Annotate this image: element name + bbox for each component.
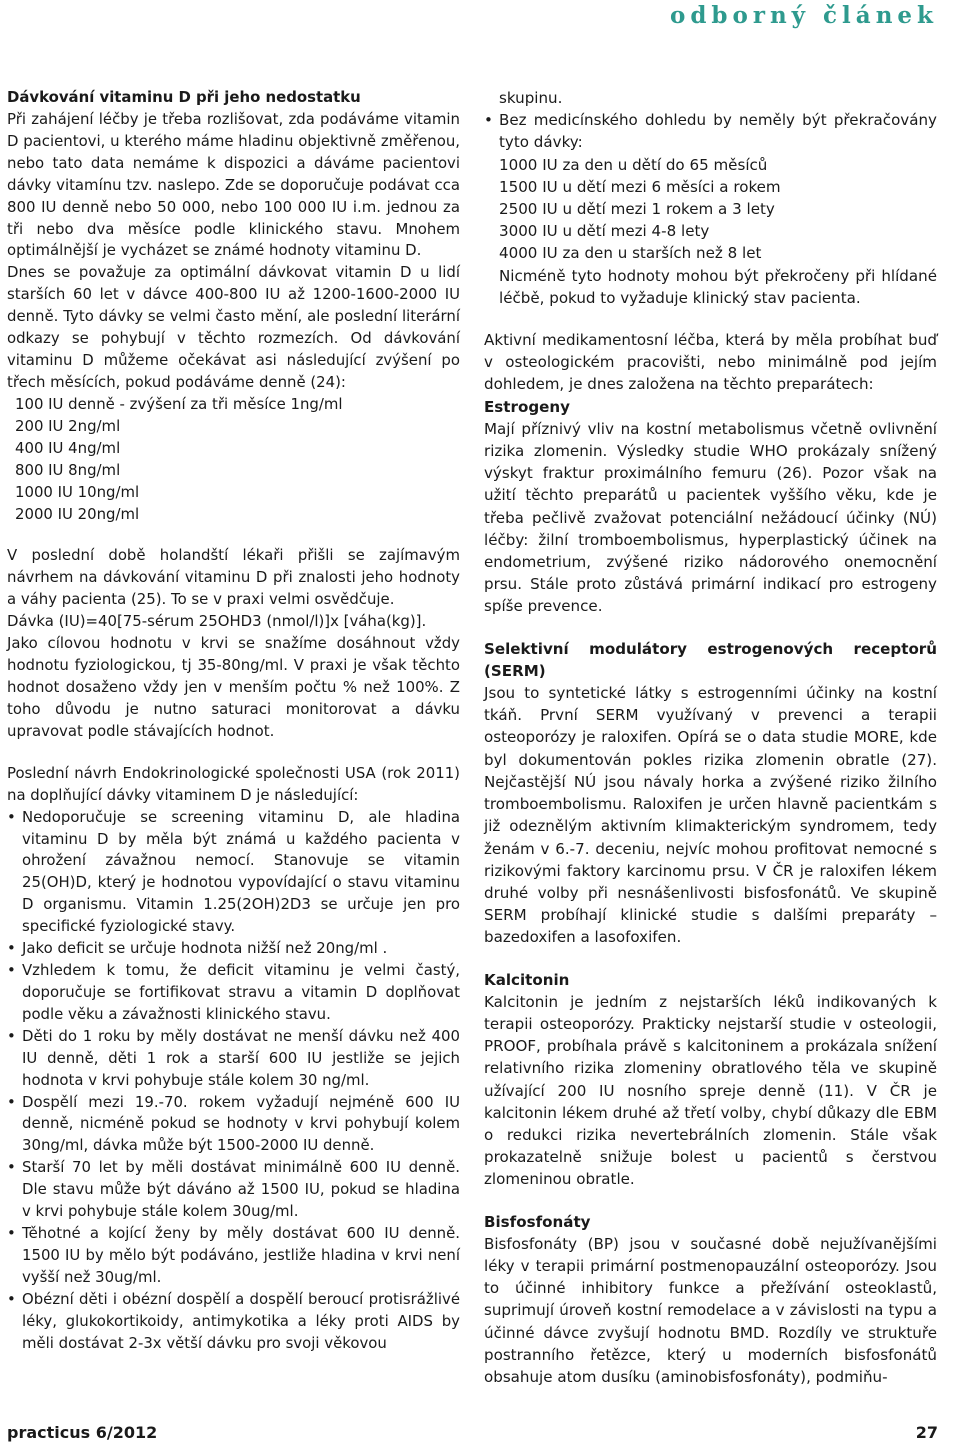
dose-item: 100 IU denně - zvýšení za tři měsíce 1ng/ml bbox=[15, 394, 343, 413]
left-column bbox=[7, 87, 460, 1355]
age-limit-item: 1500 IU u dětí mezi 6 měsíci a rokem bbox=[499, 177, 781, 196]
recommendation-list bbox=[7, 807, 460, 1355]
age-limit-item: 2500 IU u dětí mezi 1 rokem a 3 lety bbox=[499, 200, 775, 219]
list-item: • Těhotné a kojící ženy by měly dostávat 600 IU denně. 1500 IU by mělo být podáváno, jestliže hladina v krvi není vyšší než 30ug/ml. bbox=[7, 1223, 460, 1289]
paragraph: Jsou to syntetické látky s estrogenními účinky na kostní tkáň. První SERM využívaný v prevenci a terapii osteoporózy je raloxifen. Opírá se o data studie MORE, kde byl dokumentován pokles rizika zlomenin obratle (27). Nejčastější NÚ jsou návaly horka a zvýšené riziko žilního tromboembolismu. Raloxifen je určen hlavně pacientkám s již odeznělým aktivním klimakterickým syndromem, tedy ženám v 6.-7. deceniu, nejvíc mohou profitovat nemocné s rizikovými faktory karcinomu prsu. V ČR je raloxifen lékem druhé volby při nesnášenlivosti bisfosfonátů. Ve skupině SERM probíhají klinické studie s dalšími preparáty – bazedoxifen a lasofoxifen. bbox=[484, 684, 937, 947]
section-label: odborný článek bbox=[670, 2, 938, 29]
paragraph: Kalcitonin je jedním z nejstarších léků indikovaných k terapii osteoporózy. Prakticky nejstarší studie v osteologii, PROOF, probíhala právě s kalcitoninem a prokázala snížení relativního rizika zlomeniny obratlového těla ve skupině užívající 200 IU nosního spreje denně (11). V ČR je kalcitonin lékem druhé až třetí volby, chybí důkazy dle EBM o redukci rizika nevertebrálních zlomenin. Stále však prokazatelně snižuje bolest u pacientů s čerstvou zlomeninou obratle. bbox=[484, 992, 937, 1189]
paragraph: Aktivní medikamentosní léčba, která by měla probíhat buď v osteologickém pracovišti, nebo minimálně pod jejím dohledem, je dnes založena na těchto preparátech: bbox=[484, 331, 937, 394]
heading-calcitonin: Kalcitonin bbox=[484, 970, 570, 989]
right-column bbox=[484, 87, 937, 1388]
list-item: • Dospělí mezi 19.-70. rokem vyžadují nejméně 600 IU denně, nicméně pokud se hodnoty v krvi pohybují kolem 30ng/ml, dávka může být 1500-2000 IU denně. bbox=[7, 1092, 460, 1158]
dose-item: 400 IU 4ng/ml bbox=[15, 438, 121, 457]
age-limit-item: 3000 IU u dětí mezi 4-8 lety bbox=[499, 222, 710, 241]
age-limit-item: 1000 IU za den u dětí do 65 měsíců bbox=[499, 155, 768, 174]
dose-item: 2000 IU 20ng/ml bbox=[15, 504, 140, 523]
paragraph: Mají příznivý vliv na kostní metabolismus včetně ovlivnění rizika zlomenin. Výsledky studie WHO prokázaly snížený výskyt fraktur proximálního femuru (26). Pozor však na užití těchto preparátů u pacientek vyššího věku, kde je třeba pečlivě zvažovat potenciální nežádoucí účinky (NÚ) léčby: žilní tromboembolismus, hyperplastický účinek na endometrium, zvýšené riziko nádorového onemocnění prsu. Stále proto zůstává primární indikací pro estrogeny spíše prevence. bbox=[484, 419, 937, 616]
list-item: • Starší 70 let by měli dostávat minimálně 600 IU denně. Dle stavu může být dáváno až 1500 IU, pokud se hladina v krvi pohybuje stále kolem 30ug/ml. bbox=[7, 1157, 460, 1223]
list-item: • Bez medicínského dohledu by neměly být překračovány tyto dávky: bbox=[484, 109, 937, 153]
dose-list bbox=[15, 394, 460, 526]
age-limit-item: 4000 IU za den u starších než 8 let bbox=[499, 244, 762, 263]
dose-formula: Dávka (IU)=40[75-sérum 25OHD3 (nmol/l)]x [váha(kg)]. bbox=[7, 612, 427, 631]
dose-limit-list bbox=[484, 109, 937, 153]
dose-item: 1000 IU 10ng/ml bbox=[15, 482, 140, 501]
list-item: • Jako deficit se určuje hodnota nižší než 20ng/ml . bbox=[7, 938, 460, 960]
paragraph: Bisfosfonáty (BP) jsou v současné době nejužívanějšími léky v terapii primární postmenopauzální osteoporózy. Jsou to účinné inhibitory funkce a přežívání osteoklastů, suprimují úroveň kostní remodelace a v závislosti na typu a účinné dávce zvyšují hodnotu BMD. Rozdíly ve struktuře postranního řetězce, který u moderních bisfosfonátů obsahuje atom dusíku (aminobisfosfonáty), podmiňu- bbox=[484, 1234, 937, 1386]
limits-note: Nicméně tyto hodnoty mohou být překročeny při hlídané léčbě, pokud to vyžaduje klinický stav pacienta. bbox=[499, 266, 937, 307]
list-item: • Nedoporučuje se screening vitaminu D, ale hladina vitaminu D by měla být známá u každého pacienta v ohrožení závažnou nemocí. Stanovuje se vitamin 25(OH)D, který je hodnotou vypovídající o stavu vitaminu D organismu. Vitamin 1.25(2OH)2D3 se určuje jen pro specifické fyziologické stavy. bbox=[7, 807, 460, 939]
dose-item: 200 IU 2ng/ml bbox=[15, 416, 121, 435]
list-item: • Děti do 1 roku by měly dostávat ne menší dávku než 400 IU denně, děti 1 rok a starší 600 IU jestliže se jejich hodnota v krvi pohybuje stále kolem 30 ng/ml. bbox=[7, 1026, 460, 1092]
list-item: • Obézní děti i obézní dospělí a dospělí beroucí protisrážlivé léky, glukokortikoidy, antimykotika a léky proti AIDS by měli dostávat 2-3x větší dávku pro svoji věkovou bbox=[7, 1289, 460, 1355]
age-limits bbox=[499, 154, 937, 265]
publication-name: practicus 6/2012 bbox=[7, 1423, 158, 1442]
list-continuation: skupinu. bbox=[499, 89, 563, 107]
list-item: • Vzhledem k tomu, že deficit vitaminu je velmi častý, doporučuje se fortifikovat stravu a vitamin D doplňovat podle věku a závažnosti klinického stavu. bbox=[7, 960, 460, 1026]
paragraph: Jako cílovou hodnotu v krvi se snažíme dosáhnout vždy hodnotu fyziologickou, tj 35-80ng/ml. V praxi je však těchto hodnot dosaženo vždy jen v menším počtu % než 100%. Z toho důvodu je nutno saturaci monitorovat a dávku upravovat podle stávajících hodnot. bbox=[7, 634, 460, 740]
heading-bisphosphonates: Bisfosfonáty bbox=[484, 1212, 591, 1231]
heading-vitamin-d-dosing: Dávkování vitaminu D při jeho nedostatku bbox=[7, 88, 361, 106]
paragraph: Poslední návrh Endokrinologické společnosti USA (rok 2011) na doplňující dávky vitaminem D je následující: bbox=[7, 763, 460, 804]
paragraph: Při zahájení léčby je třeba rozlišovat, zda podáváme vitamin D pacientovi, u kterého máme hladinu objektivně změřenou, nebo tato data nemáme k dispozici a dáváme pacientovi dávky vitamínu tzv. naslepo. Zde se doporučuje podávat cca 800 IU denně nebo 50 000, nebo 100 000 IU i.m. jednou za tři nebo dva měsíce podle klinického stavu. Mnohem optimálnější je vycházet se známé hodnoty vitaminu D. bbox=[7, 109, 460, 260]
heading-serm: Selektivní modulátory estrogenových receptorů (SERM) bbox=[484, 639, 937, 680]
heading-estrogens: Estrogeny bbox=[484, 397, 570, 416]
paragraph: V poslední době holandští lékaři přišli se zajímavým návrhem na dávkování vitaminu D při znalosti jeho hodnoty a váhy pacienta (25). To se v praxi velmi osvědčuje. bbox=[7, 546, 460, 609]
page-number: 27 bbox=[915, 1423, 938, 1442]
dose-item: 800 IU 8ng/ml bbox=[15, 460, 121, 479]
paragraph: Dnes se považuje za optimální dávkovat vitamin D u lidí starších 60 let v dávce 400-800 IU až 1200-1600-2000 IU denně. Tyto dávky se velmi často mění, ale poslední literární odkazy se pohybují v těchto rozmezích. Od dávkování vitaminu D můžeme očekávat asi následující zvýšení po třech měsících, pokud podáváme denně (24): bbox=[7, 263, 460, 391]
